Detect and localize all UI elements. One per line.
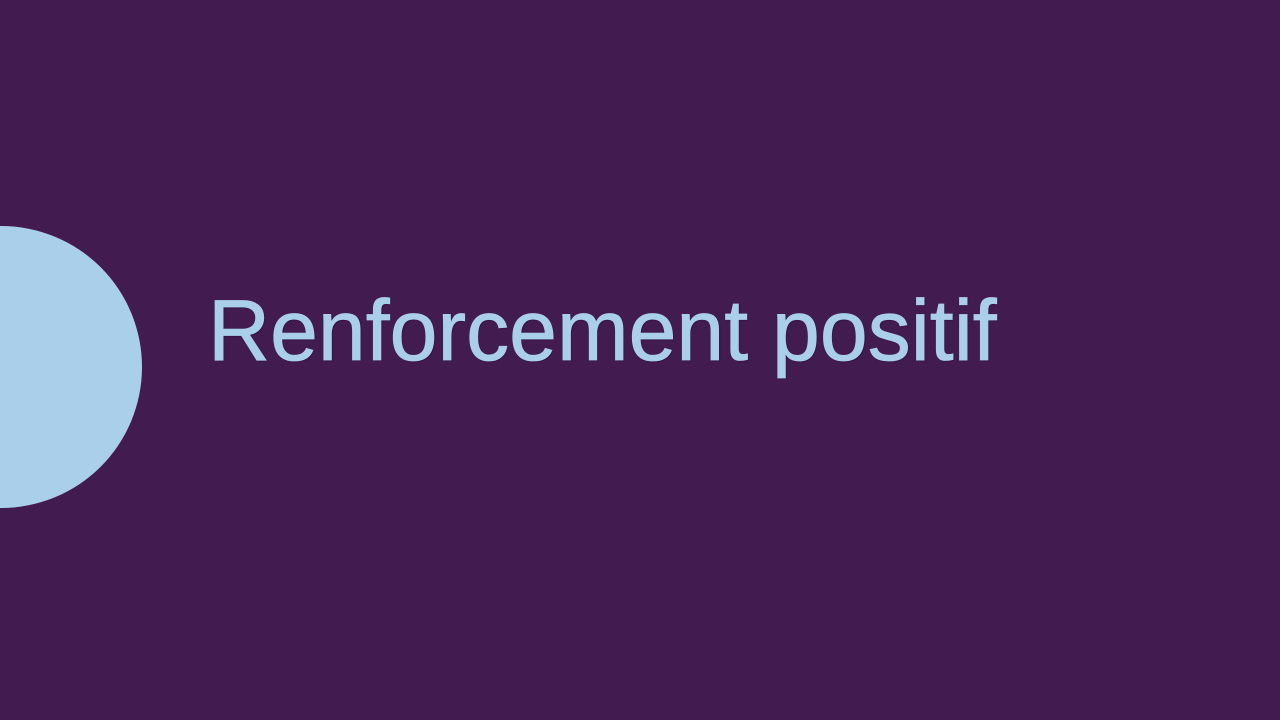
decorative-half-circle [0,226,142,508]
slide-title: Renforcement positif [208,283,997,379]
